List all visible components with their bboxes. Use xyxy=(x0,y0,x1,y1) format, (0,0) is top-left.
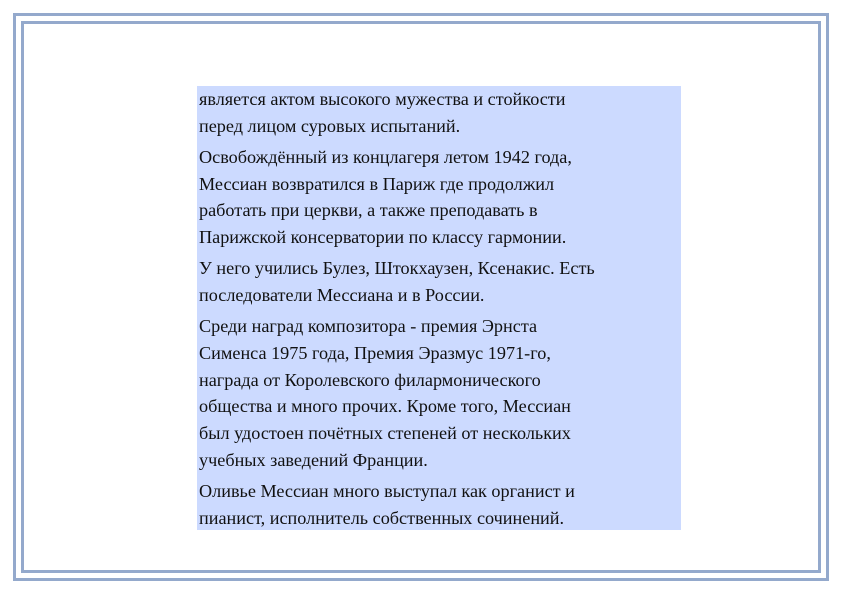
text-line: перед лицом суровых испытаний. xyxy=(199,115,461,136)
text-line: общества и много прочих. Кроме того, Мессиан xyxy=(199,396,571,417)
text-line: последователи Мессиана и в России. xyxy=(199,284,485,305)
text-line: учебных заведений Франции. xyxy=(199,449,428,470)
text-line: работать при церкви, а также преподавать в xyxy=(199,200,538,221)
text-line: У него учились Булез, Штокхаузен, Ксенакис. Есть xyxy=(199,258,595,279)
text-line: Освобождённый из концлагеря летом 1942 года, xyxy=(199,146,572,167)
paragraph-4 xyxy=(199,313,681,473)
text-line: Парижской консерватории по классу гармонии. xyxy=(199,227,567,248)
text-line: пианист, исполнитель собственных сочинений. xyxy=(199,507,565,528)
text-line: Среди наград композитора - премия Эрнста xyxy=(199,316,538,337)
text-line: Мессиан возвратился в Париж где продолжил xyxy=(199,173,555,194)
text-line: Сименса 1975 года, Премия Эразмус 1971-го, xyxy=(199,342,551,363)
text-line: Оливье Мессиан много выступал как органист и xyxy=(199,480,575,501)
paragraph-5 xyxy=(199,478,681,531)
text-box xyxy=(197,86,681,530)
paragraph-3 xyxy=(199,255,681,308)
text-line: является актом высокого мужества и стойкости xyxy=(199,89,566,109)
paragraph-2 xyxy=(199,144,681,251)
text-line: был удостоен почётных степеней от нескольких xyxy=(199,422,571,443)
paragraph-1 xyxy=(199,86,681,139)
text-line: награда от Королевского филармонического xyxy=(199,369,541,390)
